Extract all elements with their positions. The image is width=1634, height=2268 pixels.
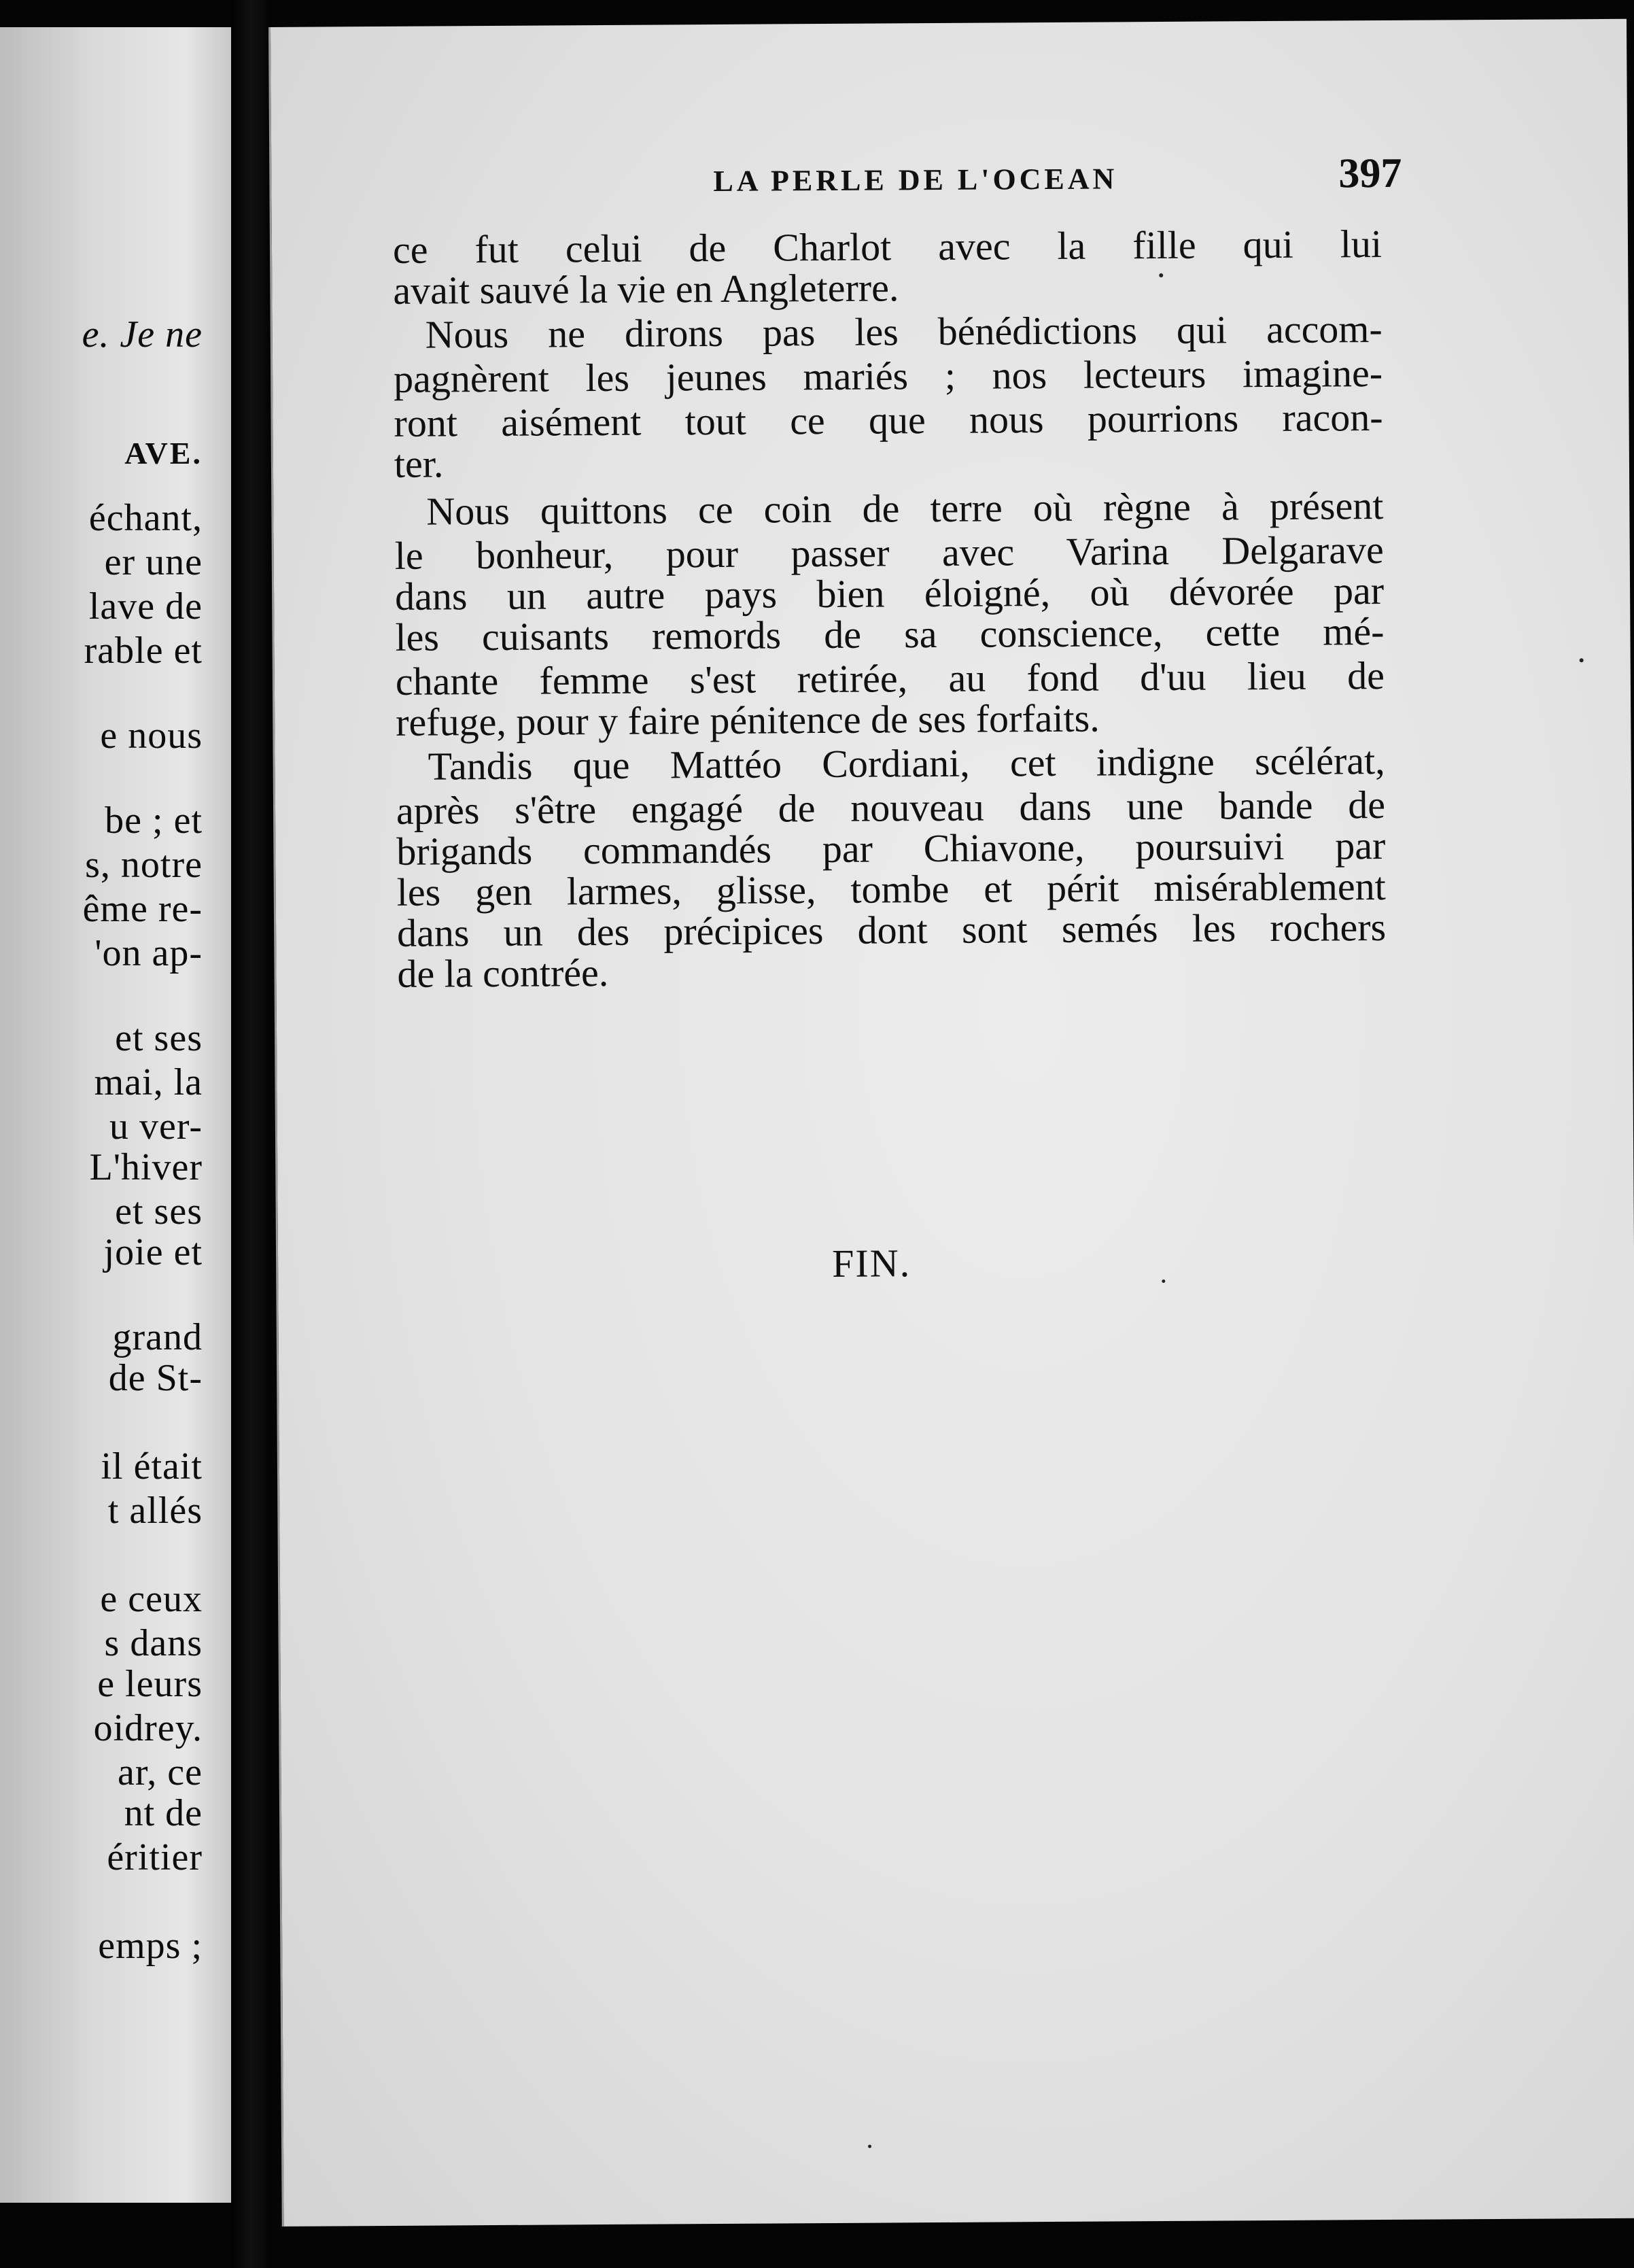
left-page-line: er une [104, 541, 203, 583]
scan-speck [868, 2145, 871, 2148]
body-text-line: chante femme s'est retirée, au fond d'uu lieu de [395, 653, 1385, 704]
body-text-line: ter. [394, 441, 444, 486]
left-page-line: AVE. [124, 436, 203, 470]
left-page-line: s, notre [85, 844, 203, 886]
left-page-line: L'hiver [89, 1146, 203, 1188]
left-page-line: et ses [115, 1190, 203, 1233]
body-text-line: dans un autre pays bien éloigné, où dévorée par [394, 568, 1385, 619]
previous-page-fragment [0, 27, 231, 2203]
left-page-line: il était [101, 1445, 203, 1488]
body-text-line: Tandis que Mattéo Cordiani, cet indigne scélérat, [428, 738, 1385, 789]
body-text-line: après s'être engagé de nouveau dans une bande de [396, 782, 1386, 833]
left-page-line: grand [112, 1316, 203, 1358]
end-mark: FIN. [831, 1241, 911, 1286]
left-page-line: 'on ap- [94, 932, 203, 974]
body-text-line: de la contrée. [397, 950, 609, 996]
left-page-line: e leurs [97, 1663, 203, 1705]
left-page-line: oidrey. [93, 1707, 203, 1749]
book-gutter [231, 0, 272, 2268]
left-page-line: e. Je ne [82, 313, 203, 356]
left-page-line: ême re- [82, 888, 203, 930]
body-text-line: les gen larmes, glisse, tombe et périt misérablement [396, 863, 1386, 914]
left-page-line: u ver- [109, 1105, 203, 1148]
left-page-line: joie et [103, 1231, 203, 1273]
running-head: LA PERLE DE L'OCEAN [713, 162, 1118, 199]
scan-speck [1162, 1279, 1165, 1283]
left-page-line: échant, [88, 497, 203, 539]
left-page-line: et ses [115, 1017, 203, 1059]
scan-speck [1159, 273, 1163, 277]
left-page-line: lave de [88, 585, 203, 628]
body-text-line: refuge, pour y faire pénitence de ses forfaits. [396, 695, 1100, 744]
body-text-line: ront aisément tout ce que nous pourrions racon- [394, 394, 1383, 445]
body-text-line: dans un des précipices dont sont semés les rochers [396, 904, 1387, 955]
left-page-line: s dans [104, 1622, 203, 1664]
body-text-line: ce fut celui de Charlot avec la fille qui lui [392, 222, 1383, 272]
left-page-line: e nous [100, 715, 203, 757]
body-text-line: avait sauvé la vie en Angleterre. [393, 265, 899, 313]
left-page-line: ar, ce [118, 1751, 203, 1793]
body-text-line: les cuisants remords de sa conscience, cette mé- [395, 608, 1385, 659]
left-page-line: mai, la [94, 1061, 203, 1103]
page-number: 397 [1338, 150, 1402, 197]
body-text-line: brigands commandés par Chiavone, poursuivi par [396, 823, 1386, 874]
scan-speck [1580, 658, 1584, 662]
left-page-line: éritier [107, 1836, 203, 1878]
left-page-line: nt de [124, 1792, 203, 1834]
left-page-line: de St- [108, 1357, 203, 1399]
left-page-line: e ceux [100, 1578, 203, 1620]
body-text-line: le bonheur, pour passer avec Varina Delgarave [394, 527, 1384, 578]
body-text-line: Nous ne dirons pas les bénédictions qui accom- [425, 306, 1383, 357]
left-page-line: t allés [107, 1490, 203, 1532]
left-page-line: be ; et [105, 800, 203, 842]
left-page-line: emps ; [98, 1925, 203, 1967]
body-text-line: pagnèrent les jeunes mariés ; nos lecteurs imagine- [393, 350, 1383, 401]
left-page-line: rable et [84, 630, 203, 672]
body-text-line: Nous quittons ce coin de terre où règne à présent [426, 483, 1384, 534]
current-page [268, 19, 1634, 2227]
